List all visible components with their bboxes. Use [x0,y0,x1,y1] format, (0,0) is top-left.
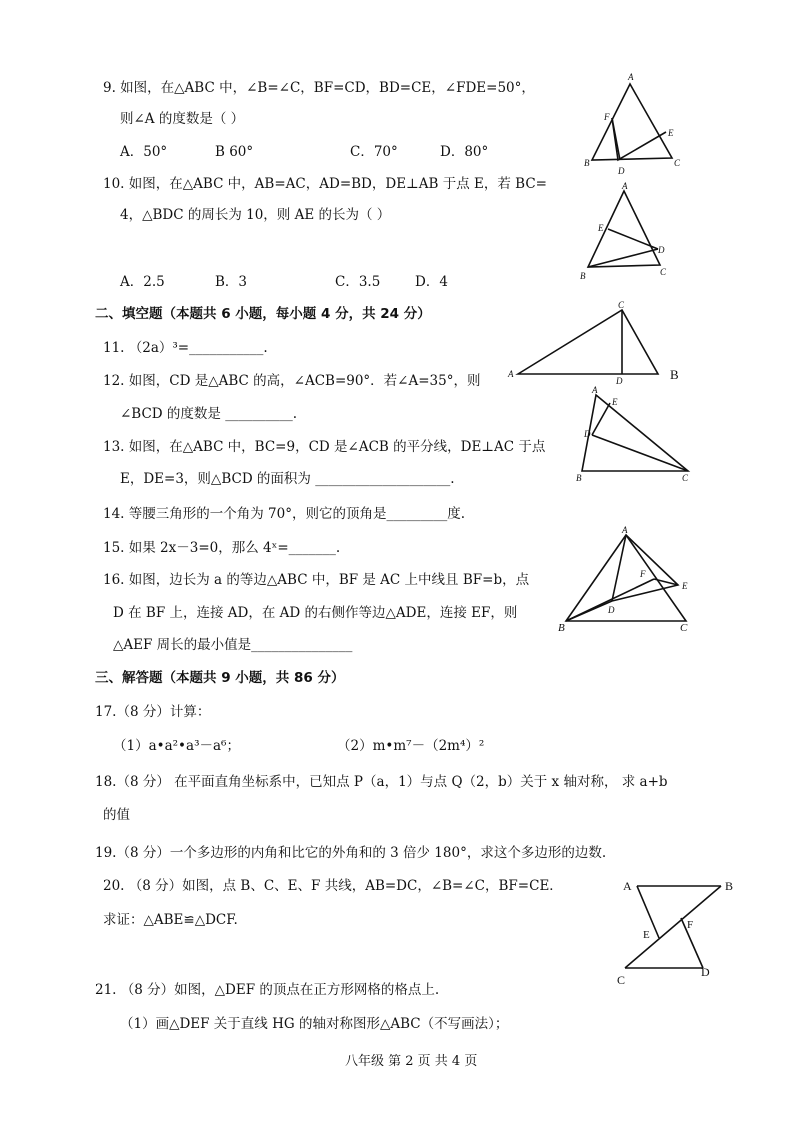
q9-label-e: E [668,128,674,138]
q13-figure [572,385,697,485]
q12-label-c: C [618,300,625,310]
q14: 14. 等腰三角形的一个角为 70°，则它的顶角是_________度. [103,506,466,522]
q12-line2: ∠BCD 的度数是 __________. [120,406,298,422]
q13-label-a: A [592,385,598,395]
q10-label-a: A [622,181,628,191]
q13-line2: E，DE=3，则△BCD 的面积为 ____________________. [120,471,455,487]
q17-line1: 17.（8 分）计算： [95,704,211,720]
section-3-heading: 三、解答题（本题共 9 小题，共 86 分） [95,670,345,686]
q9-figure [580,70,690,180]
q16-line3: △AEF 周长的最小值是_______________ [113,637,353,653]
q21-line1: 21. （8 分）如图，△DEF 的顶点在正方形网格的格点上. [95,982,440,998]
q20-line-bc [625,886,721,968]
q16-label-b: B [558,622,565,634]
q10-option-a: A．2.5 [120,274,165,290]
q13-label-d: D [584,429,591,439]
q10-segment-bd [588,249,658,267]
q9-option-a: A．50° [120,144,168,160]
q13-perp-de [592,403,610,435]
q16-triangle-ade [612,535,678,601]
q21-part1: （1）画△DEF 关于直线 HG 的轴对称图形△ABC（不写画法）； [120,1016,509,1032]
q13-bisector-cd [592,435,688,471]
q12-label-a: A [508,369,514,379]
q20-label-f: F [687,919,694,931]
q10-option-b: B．3 [215,274,248,290]
q9-line1: 9. 如图，在△ABC 中，∠B=∠C，BF=CD，BD=CE，∠FDE=50°， [103,80,535,96]
q9-option-c: C．70° [350,144,398,160]
q10-figure [578,181,678,281]
q9-line2: 则∠A 的度数是（ ） [120,111,245,127]
q16-line1: 16. 如图，边长为 a 的等边△ABC 中，BF 是 AC 上中线且 BF=b，点 [103,572,530,588]
q12-triangle-abc [518,310,658,374]
section-2-heading: 二、填空题（本题共 6 小题，每小题 4 分，共 24 分） [95,306,431,322]
q20-label-b: B [725,879,734,893]
q9-label-b: B [584,158,590,168]
q9-triangle-abc [592,84,672,160]
q20-label-a: A [623,879,632,893]
q20-line1: 20. （8 分）如图，点 B、C、E、F 共线，AB=DC，∠B=∠C，BF=CE． [103,878,563,894]
q16-figure [558,525,698,635]
q12-label-d: D [616,376,623,386]
q19: 19.（8 分）一个多边形的内角和比它的外角和的 3 倍少 180°，求这个多边形的边数. [95,845,607,861]
q10-label-d: D [658,245,665,255]
q16-label-a: A [622,525,628,535]
q10-label-e: E [598,223,604,233]
q9-label-a: A [628,72,634,82]
q12-line1: 12. 如图，CD 是△ABC 的高，∠ACB=90°．若∠A=35°，则 [103,373,481,389]
q10-segment-de [608,229,658,249]
q9-label-f: F [604,112,610,122]
q16-label-c: C [680,622,688,634]
q13-label-e: E [612,397,618,407]
q20-figure [615,872,740,987]
page-footer: 八年级 第 2 页 共 4 页 [345,1054,478,1069]
q12-figure [508,300,683,385]
q12-label-b: B [670,367,679,382]
q20-line2: 求证：△ABE≌△DCF. [103,912,238,928]
q17-part1: （1）a•a²•a³－a⁶； [113,738,240,754]
q20-label-e: E [643,929,650,941]
q10-label-b: B [580,271,586,281]
q20-label-d: D [701,965,710,979]
q10-option-d: D．4 [415,274,448,290]
q10-label-c: C [660,267,667,277]
q9-segment-fde [612,118,666,160]
q13-line1: 13. 如图，在△ABC 中，BC=9，CD 是∠ACB 的平分线，DE⊥AC 于点 [103,439,546,455]
q16-triangle-abc [566,535,686,621]
q18-line2: 的值 [103,807,130,823]
q9-label-d: D [618,166,625,176]
q13-label-b: B [576,473,582,483]
q9-option-d: D．80° [440,144,489,160]
q20-label-c: C [617,973,626,987]
q9-segment-fd-aux [612,118,620,160]
q13-triangle-abc [582,395,688,471]
q16-line2: D 在 BF 上，连接 AD，在 AD 的右侧作等边△ADE，连接 EF，则 [113,605,518,621]
q10-line2: 4，△BDC 的周长为 10，则 AE 的长为（ ） [120,207,391,223]
q16-label-f: F [640,569,646,579]
q16-label-e: E [682,581,688,591]
q10-line1: 10. 如图，在△ABC 中，AB=AC，AD=BD，DE⊥AB 于点 E，若 BC= [103,176,547,192]
q16-label-d: D [608,605,615,615]
q13-label-c: C [682,473,689,483]
q18-line1: 18.（8 分） 在平面直角坐标系中，已知点 P（a，1）与点 Q（2，b）关于 x 轴对称， 求 a+b [95,774,668,790]
q9-option-b: B 60° [215,144,254,160]
q17-part2: （2）m•m⁷－（2m⁴）² [337,738,485,754]
q10-option-c: C．3.5 [335,274,381,290]
q15: 15. 如果 2x－3=0，那么 4ˣ=_______. [103,540,341,556]
q11: 11. （2a）³=___________. [103,340,268,356]
q9-label-c: C [674,158,681,168]
